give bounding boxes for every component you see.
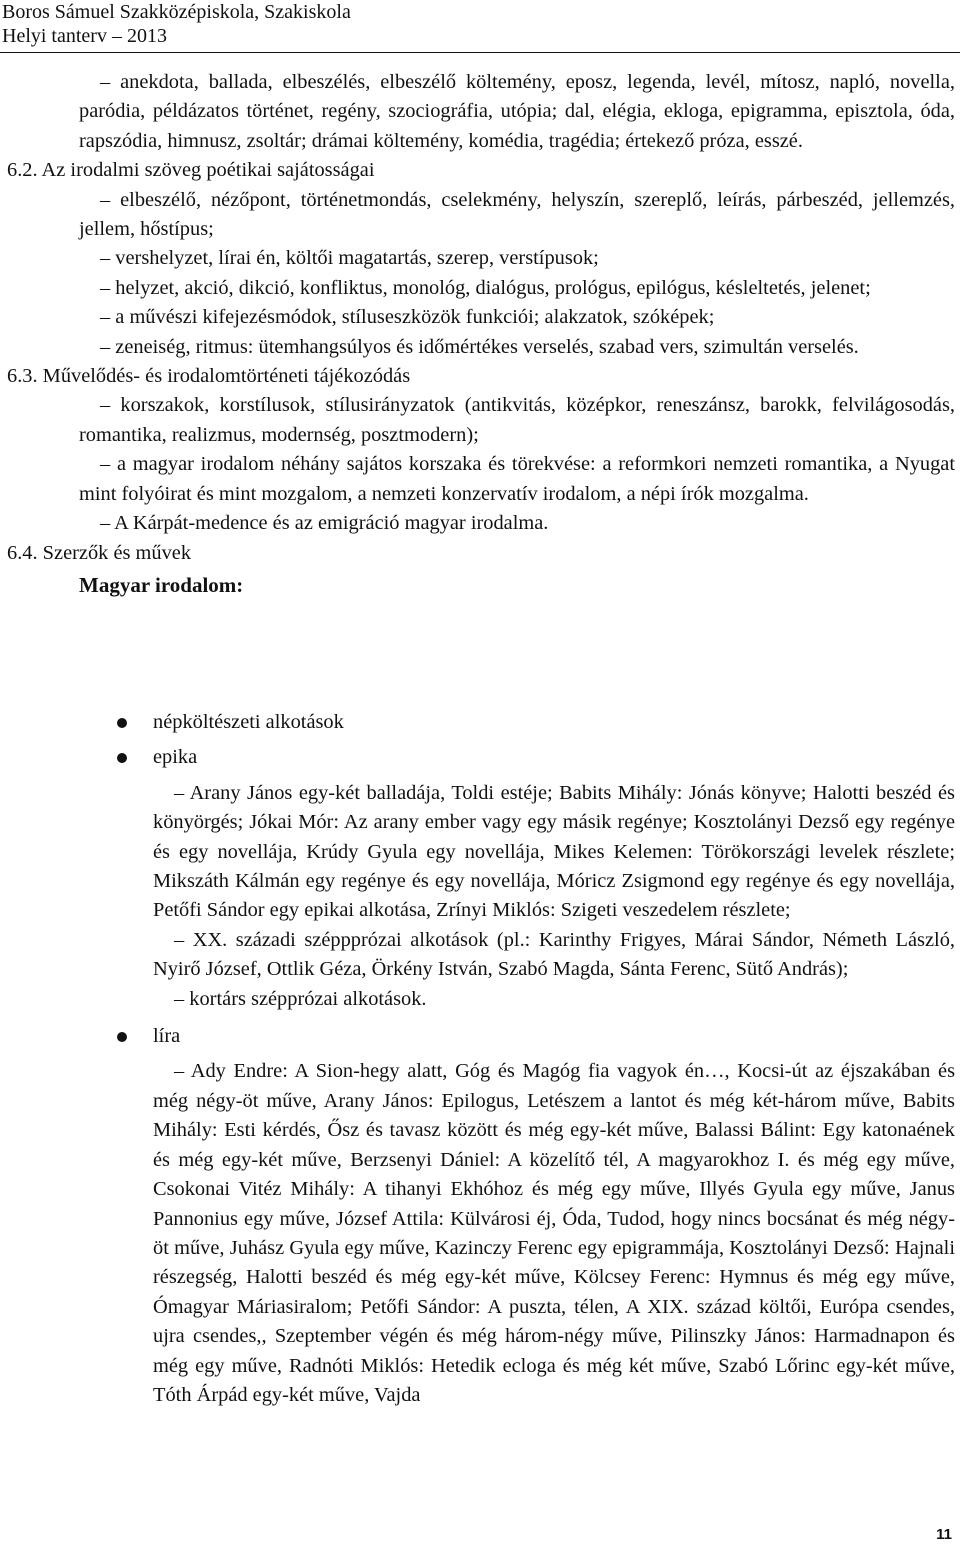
section-heading-6-2: 6.2. Az irodalmi szöveg poétikai sajátosságai [7, 159, 375, 182]
list-item: – Ady Endre: A Sion-hegy alatt, Góg és Magóg fia vagyok én…, Kocsi-út az éjszakában és még négy-öt műve, Arany János: Epilogus, Letészem a lantot és még két-három műve, Babits Mihály: Esti kérdés, Ősz és tavasz között és még egy-két műve, Balassi Bálint: Egy katonaének és még egy-két műve, Berzsenyi Dániel: A közelítő tél, A magyarokhoz I. és még egy műve, Csokonai Vitéz Mihály: A tihanyi Ekhóhoz és még egy műve, Illyés Gyula egy műve, Janus Pannonius egy műve, József Attila: Külvárosi éj, Óda, Tudod, hogy nincs bocsánat és még négy-öt műve, Juhász Gyula egy műve, Kazinczy Ferenc egy epigrammája, Kosztolányi Dezső: Hajnali részegség, Halotti beszéd és még egy-két műve, Kölcsey Ferenc: Hymnus és még egy műve, Ómagyar Máriasiralom; Petőfi Sándor: A puszta, télen, A XIX. század költői, Európa csendes, ujra csendes,, Szeptember végén és még három-négy műve, Pilinszky János: Harmadnapon és még egy műve, Radnóti Miklós: Hetedik ecloga és még két műve, Szabó Lőrinc egy-két műve, Tóth Árpád egy-két műve, Vajda [153, 1060, 955, 1406]
list-item: – korszakok, korstílusok, stílusirányzatok (antikvitás, középkor, reneszánsz, barokk, felvilágosodás, romantika, realizmus, modernség, posztmodern); [79, 394, 955, 446]
subheading-magyar-irodalom: Magyar irodalom: [79, 572, 244, 597]
list-item: – elbeszélő, nézőpont, történetmondás, cselekmény, helyszín, szereplő, leírás, párbeszéd, jellemzés, jellem, hőstípus; [79, 188, 955, 241]
page-header [0, 0, 960, 52]
section-heading-6-3: 6.3. Művelődés- és irodalomtörténeti tájékozódás [7, 365, 411, 388]
bullet-label: líra [153, 1025, 181, 1048]
list-item: – XX. századi széppprózai alkotások (pl.: Karinthy Frigyes, Márai Sándor, Németh László, Nyirő József, Ottlik Géza, Örkény István, Szabó Magda, Sánta Ferenc, Sütő András); [153, 928, 955, 981]
list-item: – zeneiség, ritmus: ütemhangsúlyos és időmértékes verselés, szabad vers, szimultán verselés. [100, 335, 859, 358]
list-item: – kortárs szépprózai alkotások. [174, 987, 427, 1010]
bullet-icon [117, 753, 127, 763]
list-item: – a magyar irodalom néhány sajátos korszaka és törekvése: a reformkori nemzeti romantika, a Nyugat mint folyóirat és mint mozgalom, a nemzeti konzervatív irodalom, a népi írók mozgalma. [79, 453, 955, 505]
curriculum-title: Helyi tanterv – 2013 [2, 25, 167, 47]
bullet-label: epika [153, 746, 198, 769]
school-name: Boros Sámuel Szakközépiskola, Szakiskola [2, 1, 351, 23]
section-heading-6-4: 6.4. Szerzők és művek [7, 541, 192, 564]
bullet-item-nepkolteszet [5, 708, 955, 737]
list-item: – vershelyzet, lírai én, költői magatartás, szerep, verstípusok; [100, 247, 599, 270]
lira-sublist [153, 1057, 955, 1410]
genre-list-paragraph: – anekdota, ballada, elbeszélés, elbeszélő költemény, eposz, legenda, levél, mítosz, napló, novella, paródia, példázatos történet, regény, szociográfia, utópia; dal, elégia, ekloga, epigramma, episztola, óda, rapszódia, himnusz, zsoltár; drámai költemény, komédia, tragédia; értekező próza, esszé. [79, 71, 955, 152]
list-item: – Arany János egy-két balladája, Toldi estéje; Babits Mihály: Jónás könyve; Halotti beszéd és könyörgés; Jókai Mór: Az arany ember vagy egy másik regénye; Kosztolányi Dezső egy regénye és egy novellája, Krúdy Gyula egy novellája, Mikes Kelemen: Törökországi levelek részlete; Mikszáth Kálmán egy regénye és egy novellája, Móricz Zsigmond egy regénye és egy novellája, Petőfi Sándor egy epikai alkotása, Zrínyi Miklós: Szigeti veszedelem részlete; [153, 781, 955, 922]
page-number: 11 [936, 1526, 952, 1543]
header-divider [0, 52, 960, 53]
list-item: – A Kárpát-medence és az emigráció magyar irodalma. [100, 512, 549, 535]
bullet-icon [117, 718, 127, 728]
bullet-item-lira [5, 1022, 955, 1051]
list-item: – a művészi kifejezésmódok, stíluseszközök funkciói; alakzatok, szóképek; [100, 306, 715, 329]
document-body [7, 68, 955, 604]
bullet-icon [117, 1032, 127, 1042]
bullet-label: népköltészeti alkotások [153, 711, 344, 733]
list-item: – helyzet, akció, dikció, konfliktus, monológ, dialógus, prológus, epilógus, késleltetés, jelenet; [100, 276, 871, 299]
authors-works-list [79, 708, 955, 1410]
bullet-item-epika [5, 743, 955, 772]
epika-sublist [153, 779, 955, 1014]
